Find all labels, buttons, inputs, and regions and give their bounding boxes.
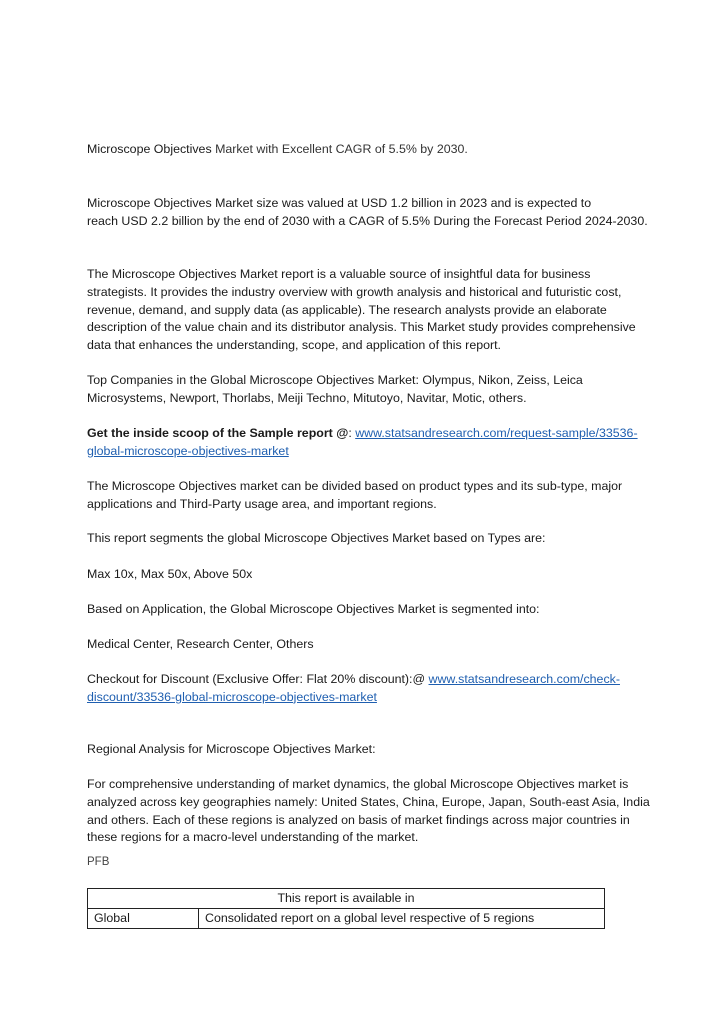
- checkout-paragraph: [87, 671, 647, 707]
- text-line: [87, 671, 647, 689]
- text-line: applications and Third-Party usage area, and important regions.: [87, 496, 437, 511]
- text-line: For comprehensive understanding of market dynamics, the global Microscope Objectives market is: [87, 777, 629, 791]
- text-line: revenue, demand, and supply data (as applicable). The research analysts provide an elaborate: [87, 302, 607, 317]
- divided-paragraph: [87, 478, 647, 514]
- text-line: The Microscope Objectives market can be divided based on product types and its sub-type, major: [87, 479, 623, 493]
- types-intro: This report segments the global Microscope Objectives Market based on Types are:: [87, 531, 546, 545]
- text-line: The Microscope Objectives Market report is a valuable source of insightful data for business: [87, 267, 591, 281]
- table-cell-description: Consolidated report on a global level respective of 5 regions: [199, 909, 605, 929]
- text-line: these regions for a macro-level understanding of the market.: [87, 830, 419, 845]
- text-line: description of the value chain and its distributor analysis. This Market study provides comprehensive: [87, 320, 636, 335]
- sample-report-paragraph: [87, 425, 647, 461]
- application-intro: Based on Application, the Global Microscope Objectives Market is segmented into:: [87, 602, 540, 616]
- text-line: and others. Each of these regions is analyzed on basis of market findings across major countries in: [87, 812, 630, 827]
- pfb-label: PFB: [87, 856, 110, 868]
- sample-separator: :: [348, 426, 356, 440]
- sample-report-link[interactable]: www.statsandresearch.com/request-sample/33536-: [355, 426, 638, 440]
- text-line: Microsystems, Newport, Thorlabs, Meiji Techno, Mitutoyo, Navitar, Motic, others.: [87, 390, 527, 405]
- table-header-cell: This report is available in: [88, 889, 605, 909]
- text-line: [87, 689, 647, 707]
- text-line: data that enhances the understanding, scope, and application of this report.: [87, 338, 501, 353]
- text-line: [87, 425, 647, 443]
- text-line: reach USD 2.2 billion by the end of 2030 with a CAGR of 5.5% During the Forecast Period 2024-2030.: [87, 213, 648, 228]
- document-title: [87, 141, 647, 159]
- checkout-label: Checkout for Discount (Exclusive Offer: Flat 20% discount):@: [87, 672, 429, 686]
- applications-list: Medical Center, Research Center, Others: [87, 637, 314, 651]
- title-part-2: Market with Excellent CAGR of 5.5% by 2030.: [211, 142, 468, 156]
- regional-heading: Regional Analysis for Microscope Objectives Market:: [87, 742, 376, 756]
- table-cell-region: Global: [88, 909, 199, 929]
- text-line: analyzed across key geographies namely: United States, China, Europe, Japan, South-east Asia, India: [87, 794, 650, 809]
- sample-report-link-cont[interactable]: global-microscope-objectives-market: [87, 443, 289, 458]
- regional-paragraph: [87, 776, 650, 847]
- text-line: [87, 443, 647, 461]
- text-line: Top Companies in the Global Microscope Objectives Market: Olympus, Nikon, Zeiss, Leica: [87, 373, 583, 387]
- checkout-link-cont[interactable]: discount/33536-global-microscope-objectives-market: [87, 689, 377, 704]
- top-companies-paragraph: [87, 372, 647, 408]
- text-line: strategists. It provides the industry overview with growth analysis and historical and futuristic cost,: [87, 284, 622, 299]
- sample-label: Get the inside scoop of the Sample report @: [87, 426, 349, 440]
- market-size-paragraph: [87, 195, 647, 231]
- types-list: Max 10x, Max 50x, Above 50x: [87, 567, 253, 581]
- table-row: [88, 909, 605, 929]
- availability-table: [87, 888, 605, 929]
- table-header-row: [88, 889, 605, 909]
- checkout-link[interactable]: www.statsandresearch.com/check-: [428, 672, 620, 686]
- report-description-paragraph: [87, 266, 647, 355]
- text-line: Microscope Objectives Market size was valued at USD 1.2 billion in 2023 and is expected to: [87, 196, 592, 210]
- title-part-1: Microscope Objectives: [87, 142, 212, 156]
